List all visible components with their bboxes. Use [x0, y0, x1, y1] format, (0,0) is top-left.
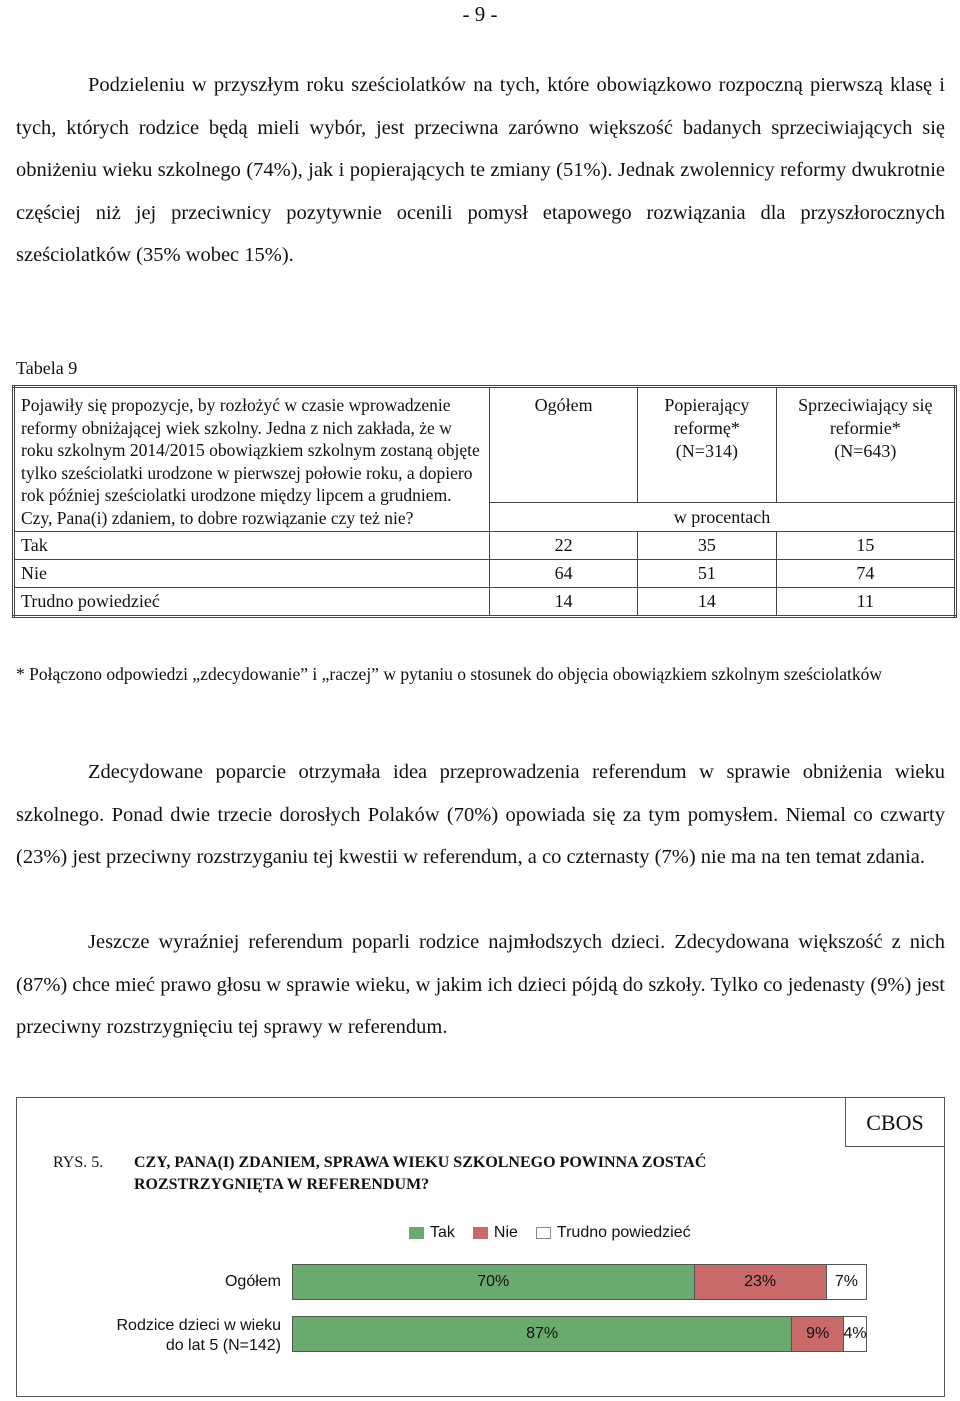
bar-track	[292, 1264, 867, 1300]
column-header-supporters	[638, 387, 777, 503]
column-header-line: (N=643)	[834, 441, 897, 461]
column-header-line: Ogółem	[534, 395, 593, 415]
category-label: Rodzice dzieci w wieku do lat 5 (N=142)	[116, 1317, 281, 1354]
legend-item	[409, 1224, 455, 1242]
cell-value: 14	[490, 588, 638, 617]
cbos-logo: CBOS	[845, 1097, 945, 1147]
cell-value: 14	[638, 588, 777, 617]
cell-value: 35	[638, 532, 777, 560]
row-label: Nie	[14, 560, 490, 588]
table-caption: Tabela 9	[16, 358, 78, 378]
column-header-line: reformę*	[673, 418, 740, 438]
column-header-line: Sprzeciwiający się	[798, 395, 933, 415]
legend-label: Tak	[430, 1224, 455, 1241]
cell-value: 15	[776, 532, 955, 560]
unit-label: w procentach	[490, 503, 956, 532]
bar-track	[292, 1316, 867, 1352]
column-header-line: (N=314)	[675, 441, 738, 461]
legend-swatch	[473, 1227, 488, 1239]
bar-segment: 70%	[292, 1264, 695, 1300]
table-footnote: * Połączono odpowiedzi „zdecydowanie” i „raczej” w pytaniu o stosunek do objęcia obowiązkiem szkolnym sześciolatków	[16, 664, 882, 684]
column-header-total	[490, 387, 638, 503]
bar-segment: 7%	[827, 1264, 867, 1300]
bar-segment: 9%	[792, 1316, 844, 1352]
column-header-line: Popierający	[664, 395, 750, 415]
row-label: Tak	[14, 532, 490, 560]
legend-item	[536, 1224, 691, 1242]
cell-value: 22	[490, 532, 638, 560]
cell-value: 64	[490, 560, 638, 588]
bar-segment: 4%	[844, 1316, 867, 1352]
figure-title-line: ROZSTRZYGNIĘTA W REFERENDUM?	[134, 1176, 430, 1193]
survey-table	[12, 385, 957, 618]
legend-item	[473, 1224, 518, 1242]
bar-segment: 23%	[695, 1264, 827, 1300]
body-paragraph-1: Podzieleniu w przyszłym roku sześciolatków na tych, które obowiązkowo rozpoczną pierwszą klasę i tych, których rodzice będą mieli wybór, jest przeciwna zarówno większość badanych sprzeciwiających się obniżeniu wieku szkolnego (74%), jak i popierających te zmiany (51%). Jednak zwolennicy reformy dwukrotnie częściej niż jej przeciwnicy pozytywnie ocenili pomysł etapowego rozwiązania dla przyszłorocznych sześciolatków (35% wobec 15%).	[16, 74, 945, 266]
row-label: Trudno powiedzieć	[14, 588, 490, 617]
table-question: Pojawiły się propozycje, by rozłożyć w czasie wprowadzenie reformy obniżającej wiek szkolny. Jedna z nich zakłada, że w roku szkolnym 2014/2015 obowiązkiem szkolnym zostaną objęte tylko sześciolatki urodzone w pierwszej połowie roku, a dopiero rok później sześciolatki urodzone między lipcem a grudniem. Czy, Pana(i) zdaniem, to dobre rozwiązanie czy też nie?	[14, 387, 490, 532]
table-row	[14, 588, 956, 617]
cell-value: 11	[776, 588, 955, 617]
figure-title	[134, 1152, 834, 1196]
legend-swatch	[409, 1227, 424, 1239]
chart-legend	[409, 1224, 709, 1242]
legend-swatch	[536, 1227, 551, 1239]
legend-label: Trudno powiedzieć	[556, 1224, 691, 1241]
page-number: - 9 -	[462, 2, 498, 26]
category-label: Ogółem	[224, 1273, 281, 1290]
column-header-line: reformie*	[829, 418, 901, 438]
figure-title-line: CZY, PANA(I) ZDANIEM, SPRAWA WIEKU SZKOLNEGO POWINNA ZOSTAĆ	[134, 1154, 707, 1171]
table-row	[14, 532, 956, 560]
bar-segment: 87%	[292, 1316, 792, 1352]
cell-value: 51	[638, 560, 777, 588]
body-paragraph-2: Zdecydowane poparcie otrzymała idea przeprowadzenia referendum w sprawie obniżenia wieku szkolnego. Ponad dwie trzecie dorosłych Polaków (70%) opowiada się za tym pomysłem. Niemal co czwarty (23%) jest przeciwny rozstrzyganiu tej kwestii w referendum, a co czternasty (7%) nie ma na ten temat zdania.	[16, 761, 945, 868]
body-paragraph-3: Jeszcze wyraźniej referendum poparli rodzice najmłodszych dzieci. Zdecydowana większość z nich (87%) chce mieć prawo głosu w sprawie wieku, w jakim ich dzieci pójdą do szkoły. Tylko co jedenasty (9%) jest przeciwny rozstrzygnięciu tej sprawy w referendum.	[16, 931, 945, 1038]
figure-chart	[16, 1097, 945, 1397]
cell-value: 74	[776, 560, 955, 588]
table-row	[14, 560, 956, 588]
legend-label: Nie	[493, 1224, 518, 1241]
figure-number: RYS. 5.	[53, 1154, 104, 1171]
column-header-opponents	[776, 387, 955, 503]
